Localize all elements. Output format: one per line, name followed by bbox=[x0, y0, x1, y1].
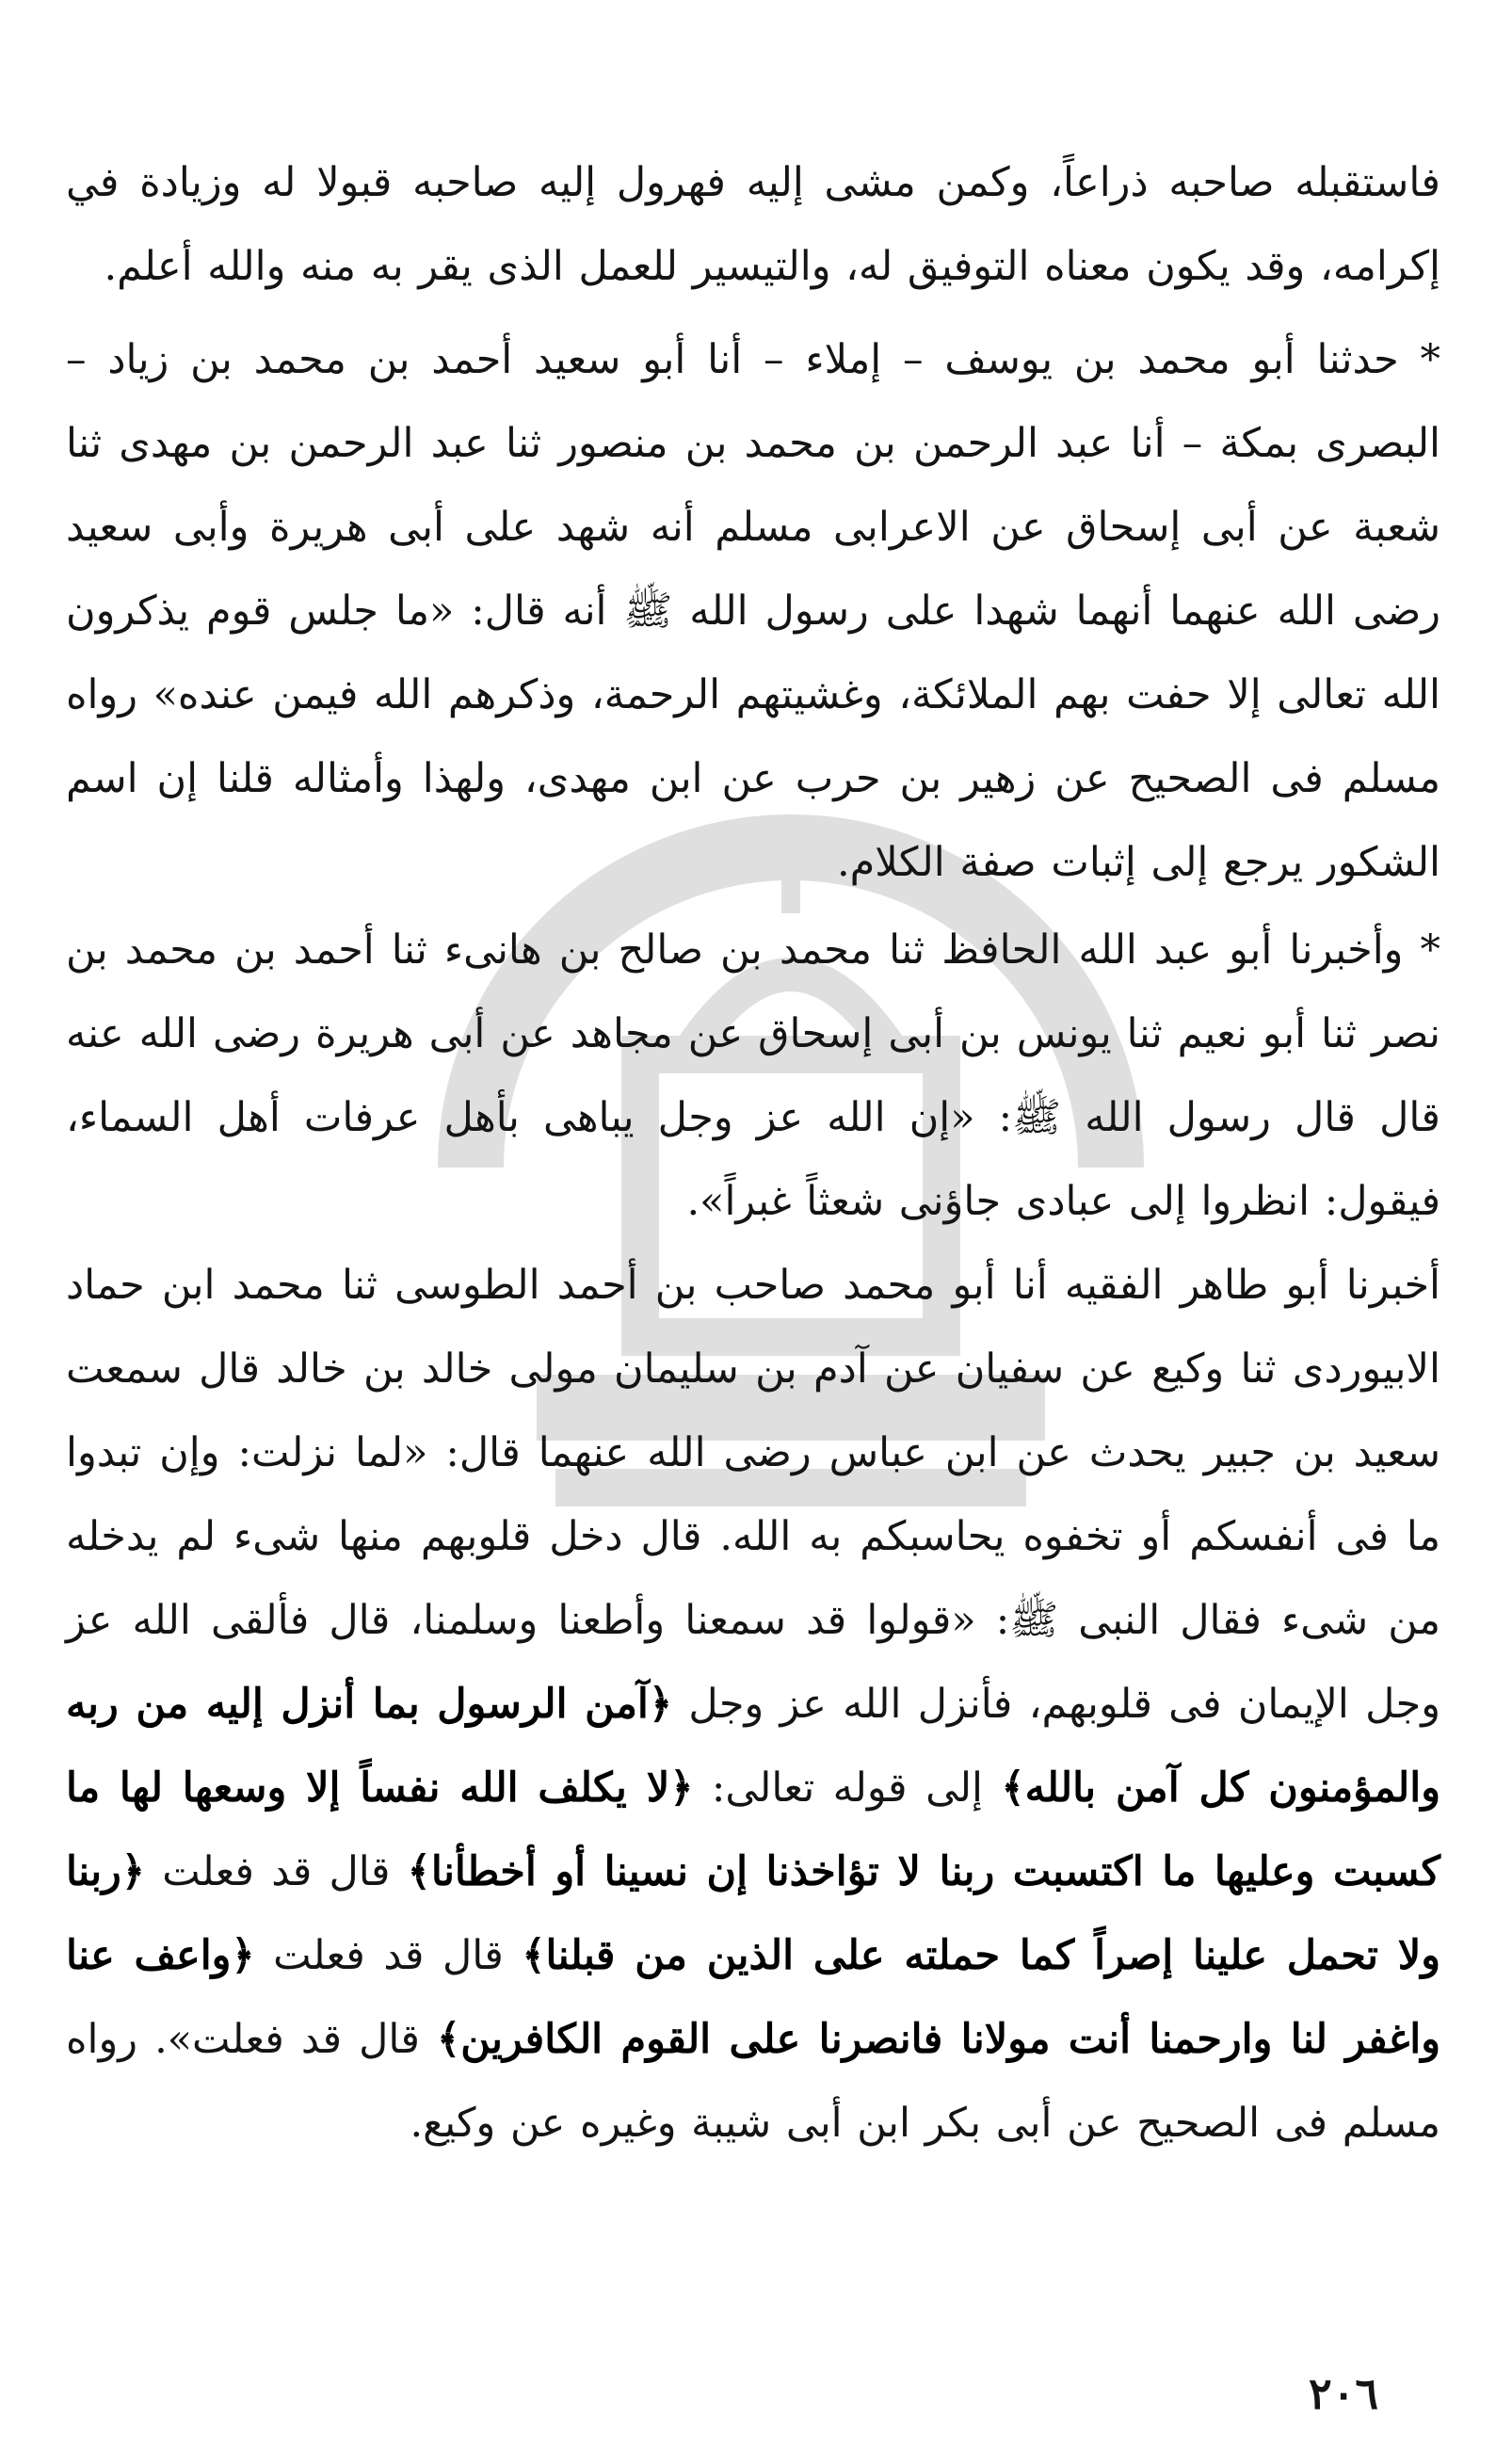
quran-verse-1: ﴿آمن الرسول بما أنزل إليه من ربه والمؤمنون كل آمن بالله﴾ bbox=[66, 1681, 1440, 1812]
quran-verse-2: ﴿لا يكلف الله نفساً إلا وسعها لها ما كسبت وعليها ما اكتسبت ربنا لا تؤاخذنا إن نسينا أو أخطأنا﴾ bbox=[66, 1764, 1440, 1895]
page-body bbox=[66, 141, 1440, 2382]
page-number: ٢٠٦ bbox=[1309, 2368, 1379, 2419]
paragraph-2: * حدثنا أبو محمد بن يوسف – إملاء – أنا أبو سعيد أحمد بن محمد بن زياد – البصرى بمكة – أنا عبد الرحمن بن محمد بن منصور ثنا عبد الرحمن بن مهدى ثنا شعبة عن أبى إسحاق عن الاعرابى مسلم أنه شهد على أبى هريرة وأبى سعيد رضى الله عنهما أنهما شهدا على رسول الله ﷺ أنه قال: «ما جلس قوم يذكرون الله تعالى إلا حفت بهم الملائكة، وغشيتهم الرحمة، وذكرهم الله فيمن عنده» رواه مسلم فى الصحيح عن زهير بن حرب عن ابن مهدى، ولهذا وأمثاله قلنا إن اسم الشكور يرجع إلى إثبات صفة الكلام. bbox=[66, 336, 1440, 886]
paragraph-4-connector-1: إلى قوله تعالى: bbox=[693, 1764, 1002, 1812]
paragraph-4-text: أخبرنا أبو طاهر الفقيه أنا أبو محمد صاحب بن أحمد الطوسى ثنا محمد ابن حماد الابيوردى ثنا وكيع عن سفيان عن آدم بن سليمان مولى خالد بن خالد قال سمعت سعيد بن جبير يحدث عن ابن عباس رضى الله عنهما قال: «لما نزلت: وإن تبدوا ما فى أنفسكم أو تخفوه يحاسبكم به الله. قال دخل قلوبهم منها شىء لم يدخله من شىء فقال النبى ﷺ: «قولوا قد سمعنا وأطعنا وسلمنا، قال فألقى الله عز وجل الإيمان فى قلوبهم، فأنزل الله عز وجل bbox=[66, 1262, 1440, 1728]
quran-verse-4: ﴿واعف عنا واغفر لنا وارحمنا أنت مولانا فانصرنا على القوم الكافرين﴾ bbox=[66, 1932, 1440, 2063]
paragraph-4-connector-2: قال قد فعلت bbox=[145, 1848, 408, 1895]
paragraph-3: * وأخبرنا أبو عبد الله الحافظ ثنا محمد بن صالح بن هانىء ثنا أحمد بن محمد بن نصر ثنا أبو نعيم ثنا يونس بن أبى إسحاق عن مجاهد عن أبى هريرة رضى الله عنه قال قال رسول الله ﷺ: «إن الله عز وجل يباهى بأهل عرفات أهل السماء، فيقول: انظروا إلى عبادى جاؤنى شعثاً غبراً». bbox=[66, 926, 1440, 1225]
paragraph-1: فاستقبله صاحبه ذراعاً، وكمن مشى إليه فهرول إليه صاحبه قبولا له وزيادة في إكرامه، وقد يكون معناه التوفيق له، والتيسير للعمل الذى يقر به منه والله أعلم. bbox=[66, 159, 1440, 290]
quran-verse-3: ﴿ربنا ولا تحمل علينا إصراً كما حملته على الذين من قبلنا﴾ bbox=[66, 1848, 1440, 1979]
paragraph-4-ending: قال قد فعلت». رواه مسلم فى الصحيح عن أبى بكر ابن أبى شيبة وغيره عن وكيع. bbox=[66, 2016, 1440, 2147]
paragraph-4-connector-3: قال قد فعلت bbox=[254, 1932, 523, 1979]
paragraph-4 bbox=[66, 1244, 1440, 2166]
